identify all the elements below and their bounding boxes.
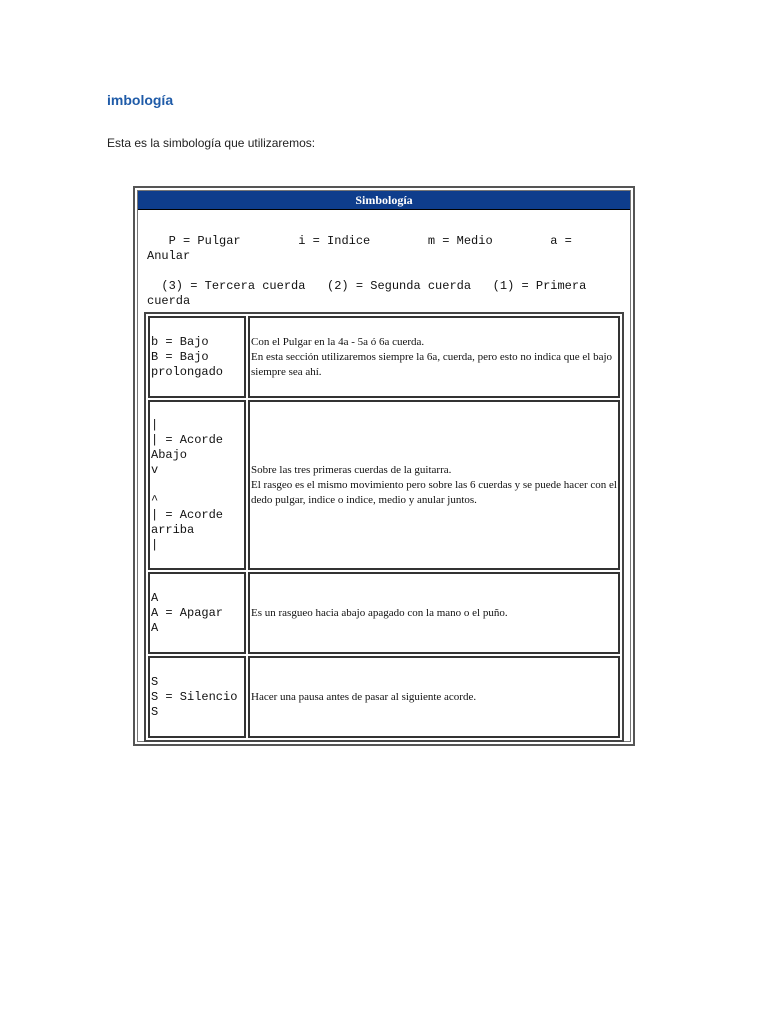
table-row: [147, 655, 621, 739]
symbol-line: | = Acorde: [151, 507, 224, 522]
description-cell: [248, 656, 620, 738]
description-line: Sobre las tres primeras cuerdas de la guitarra.: [251, 463, 452, 476]
symbols-grid: [144, 312, 624, 742]
symbol-line: arriba: [151, 522, 195, 537]
description-cell: [248, 400, 620, 570]
table-row: [147, 315, 621, 399]
legend-fingers: P = Pulgar i = Indice m = Medio a = Anular: [147, 234, 580, 263]
symbol-cell: [148, 656, 246, 738]
symbol-cell: [148, 316, 246, 398]
description-line: En esta sección utilizaremos siempre la 6a, cuerda, pero esto no indica que el bajo siempre sea ahí.: [251, 350, 613, 378]
symbol-cell: [148, 400, 246, 570]
table-row: [147, 571, 621, 655]
description-line: Es un rasgueo hacia abajo apagado con la mano o el puño.: [251, 606, 508, 619]
description-line: El rasgeo es el mismo movimiento pero sobre las 6 cuerdas y se puede hacer con el dedo pulgar, indice o indice, medio y anular juntos.: [251, 478, 617, 506]
table-title: Simbología: [138, 191, 630, 210]
description-line: Con el Pulgar en la 4a - 5a ó 6a cuerda.: [251, 335, 425, 348]
symbol-line: A = Apagar: [151, 605, 224, 620]
legend: [138, 210, 630, 309]
symbol-line: [151, 478, 223, 493]
symbol-line: S = Silencio: [151, 689, 238, 704]
symbology-table: [133, 186, 635, 746]
description-line: Hacer una pausa antes de pasar al siguiente acorde.: [251, 690, 477, 703]
symbol-line: |: [151, 417, 159, 432]
symbol-line: S: [151, 674, 159, 689]
description-cell: [248, 572, 620, 654]
symbol-line: S: [151, 704, 159, 719]
symbol-line: |: [151, 537, 159, 552]
symbol-line: Abajo: [151, 447, 188, 462]
symbol-line: prolongado: [151, 364, 224, 379]
symbol-line: A: [151, 590, 159, 605]
legend-strings: (3) = Tercera cuerda (2) = Segunda cuerda (1) = Primera cuerda: [147, 279, 594, 308]
description-cell: [248, 316, 620, 398]
intro-text: Esta es la simbología que utilizaremos:: [107, 136, 316, 150]
symbol-cell: [148, 572, 246, 654]
page-title: imbología: [107, 92, 174, 108]
symbol-line: B = Bajo: [151, 349, 209, 364]
symbol-line: | = Acorde: [151, 432, 224, 447]
symbol-line: v: [151, 462, 159, 477]
symbol-line: A: [151, 620, 159, 635]
symbol-line: ^: [151, 492, 159, 507]
symbology-table-frame: [137, 190, 631, 742]
table-row: [147, 399, 621, 571]
symbol-line: b = Bajo: [151, 334, 209, 349]
